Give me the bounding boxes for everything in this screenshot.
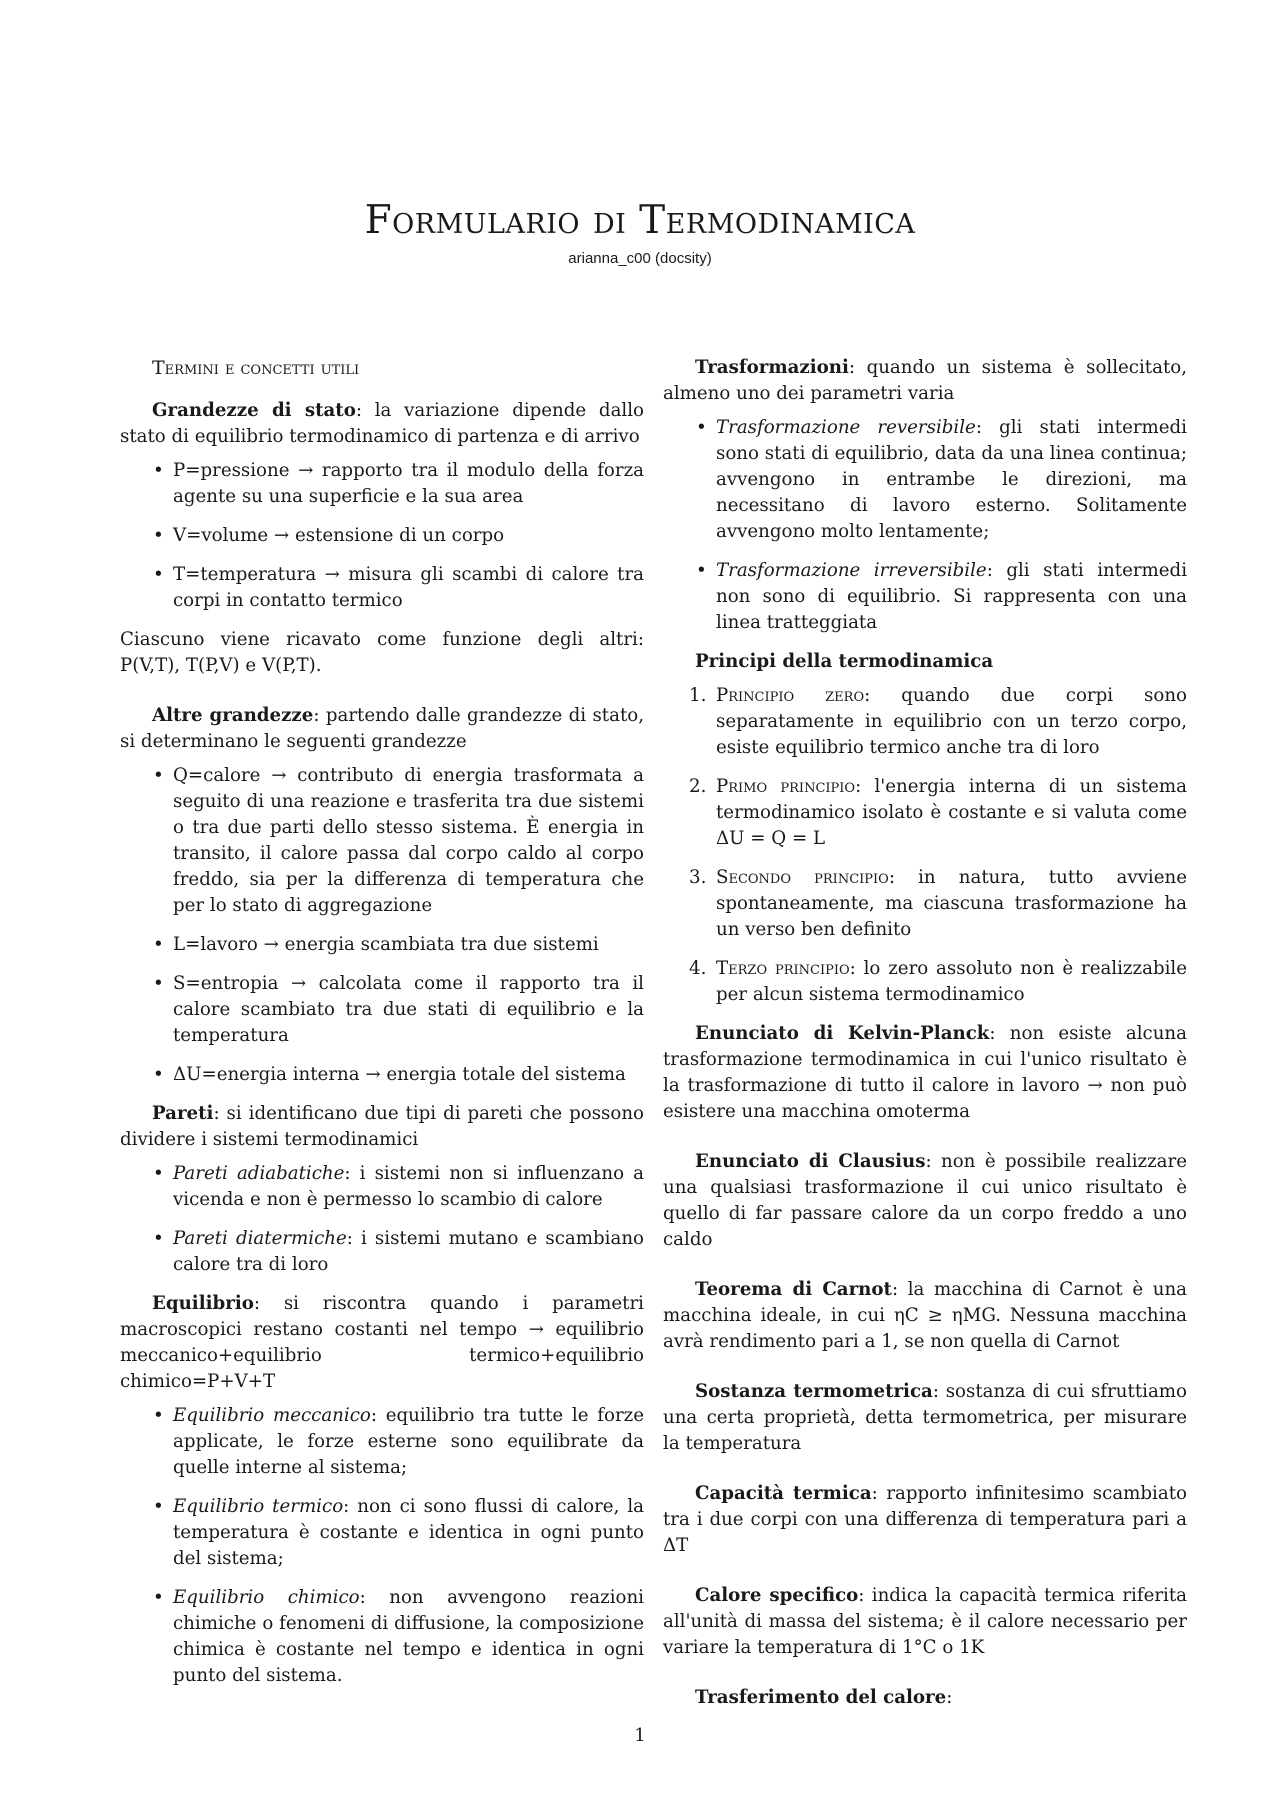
paragraph-grandezze-stato xyxy=(120,398,644,450)
term-label: Altre grandezze xyxy=(152,705,314,726)
document-author: arianna_c00 (docsity) xyxy=(568,250,712,267)
term-text: : la variazione dipende dallo stato di equilibrio termodinamico di partenza e di arrivo xyxy=(120,400,645,447)
list-item: • Equilibrio termico: non ci sono flussi di calore, la temperatura è costante e identica in ogni punto del sistema; xyxy=(120,1494,644,1572)
list-principi xyxy=(663,683,1187,1008)
term-label: Trasformazioni xyxy=(695,357,849,378)
left-column xyxy=(120,355,644,1702)
paragraph-carnot: Teorema di Carnot: la macchina di Carnot è una macchina ideale, in cui ηC ≥ ηMG. Nessuna macchina avrà rendimento pari a 1, se non quella di Carnot xyxy=(663,1279,1188,1352)
paragraph-trasferimento-calore: Trasferimento del calore: xyxy=(695,1687,953,1708)
list-item: • Trasformazione irreversibile: gli stati intermedi non sono di equilibrio. Si rappresenta con una linea tratteggiata xyxy=(663,558,1187,636)
term-text: : si identificano due tipi di pareti che possono dividere i sistemi termodinamici xyxy=(120,1103,644,1150)
document-title: Formulario di Termodinamica xyxy=(364,198,916,243)
paragraph-capacita-termica: Capacità termica: rapporto infinitesimo scambiato tra i due corpi con una differenza di temperatura pari a ΔT xyxy=(663,1483,1187,1556)
paragraph-pareti xyxy=(120,1101,644,1153)
list-item: 4. Terzo principio: lo zero assoluto non è realizzabile per alcun sistema termodinamico xyxy=(689,958,1187,1005)
term-text: : quando un sistema è sollecitato, almeno uno dei parametri varia xyxy=(663,357,1187,404)
paragraph-kelvin-planck: Enunciato di Kelvin-Planck: non esiste alcuna trasformazione termodinamica in cui l'unico risultato è la trasformazione di tutto il calore in lavoro → non può esistere una macchina omoterma xyxy=(663,1023,1187,1122)
list-item: • Q=calore → contributo di energia trasformata a seguito di una reazione e trasferita tra due sistemi o tra due parti dello stesso sistema. È energia in transito, il calore passa dal corpo caldo al corpo freddo, sia per la differenza di temperatura che per lo stato di aggregazione xyxy=(120,763,644,919)
list-item: • Equilibrio meccanico: equilibrio tra tutte le forze applicate, le forze esterne sono equilibrate da quelle interne al sistema; xyxy=(120,1403,644,1481)
term-label: Equilibrio xyxy=(152,1293,254,1314)
list-item: • V=volume → estensione di un corpo xyxy=(120,523,644,549)
list-trasformazioni xyxy=(663,415,1187,636)
list-item: 2. Primo principio: l'energia interna di un sistema termodinamico isolato è costante e si valuta come ΔU = Q = L xyxy=(689,776,1187,849)
list-item: • P=pressione → rapporto tra il modulo della forza agente su una superficie e la sua area xyxy=(120,458,644,510)
list-item: • Equilibrio chimico: non avvengono reazioni chimiche o fenomeni di diffusione, la composizione chimica è costante nel tempo e identica in ogni punto del sistema. xyxy=(120,1585,644,1689)
section-title: Termini e concetti utili xyxy=(152,357,360,379)
list-pareti xyxy=(120,1161,644,1278)
page-number: 1 xyxy=(634,1725,646,1746)
term-label: Pareti xyxy=(152,1103,214,1124)
list-grandezze-stato xyxy=(120,458,644,614)
list-item: • ΔU=energia interna → energia totale del sistema xyxy=(120,1062,644,1088)
term-text: : partendo dalle grandezze di stato, si determinano le seguenti grandezze xyxy=(120,705,644,752)
paragraph-funzione: Ciascuno viene ricavato come funzione degli altri: P(V,T), T(P,V) e V(P,T). xyxy=(120,629,644,676)
term-label: Grandezze di stato xyxy=(152,400,356,421)
paragraph-trasformazioni xyxy=(663,355,1187,407)
list-item: 3. Secondo principio: in natura, tutto avviene spontaneamente, ma ciascuna trasformazione ha un verso ben definito xyxy=(689,867,1187,940)
list-item: • T=temperatura → misura gli scambi di calore tra corpi in contatto termico xyxy=(120,562,644,614)
right-column xyxy=(663,355,1187,1711)
paragraph-altre-grandezze xyxy=(120,703,644,755)
list-item: • Pareti adiabatiche: i sistemi non si influenzano a vicenda e non è permesso lo scambio di calore xyxy=(120,1161,644,1213)
paragraph-calore-specifico: Calore specifico: indica la capacità termica riferita all'unità di massa del sistema; è il calore necessario per variare la temperatura di 1°C o 1K xyxy=(663,1585,1187,1658)
list-item: 1. Principio zero: quando due corpi sono separatamente in equilibrio con un terzo corpo, esiste equilibrio termico anche tra di loro xyxy=(689,685,1187,758)
list-altre-grandezze xyxy=(120,763,644,1088)
paragraph-sostanza-termometrica: Sostanza termometrica: sostanza di cui sfruttiamo una certa proprietà, detta termometrica, per misurare la temperatura xyxy=(663,1381,1187,1454)
list-equilibrio xyxy=(120,1403,644,1689)
list-item: • Trasformazione reversibile: gli stati intermedi sono stati di equilibrio, data da una linea continua; avvengono in entrambe le direzioni, ma necessitano di lavoro esterno. Solitamente avvengono molto lentamente; xyxy=(663,415,1187,545)
paragraph-clausius: Enunciato di Clausius: non è possibile realizzare una qualsiasi trasformazione il cui unico risultato è quello di far passare calore da un corpo freddo a uno caldo xyxy=(663,1151,1187,1250)
heading-principi: Principi della termodinamica xyxy=(695,651,994,672)
list-item: • L=lavoro → energia scambiata tra due sistemi xyxy=(120,932,644,958)
term-text: : si riscontra quando i parametri macroscopici restano costanti nel tempo → equilibrio meccanico+equilibrio termico+equilibrio chimico=P+V+T xyxy=(120,1293,644,1392)
list-item: • Pareti diatermiche: i sistemi mutano e scambiano calore tra di loro xyxy=(120,1226,644,1278)
list-item: • S=entropia → calcolata come il rapporto tra il calore scambiato tra due stati di equilibrio e la temperatura xyxy=(120,971,644,1049)
paragraph-equilibrio xyxy=(120,1291,644,1395)
